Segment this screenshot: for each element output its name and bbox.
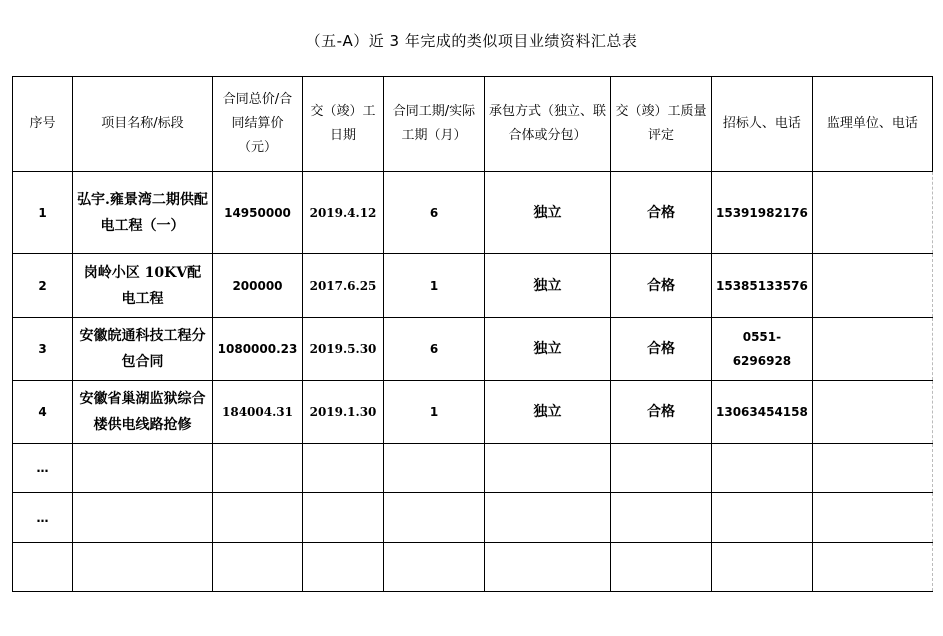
row-period [384,444,485,493]
row-period: 1 [384,254,485,318]
performance-summary-table [12,76,933,592]
row-project-name [73,543,213,592]
document-title: （五-A）近 3 年完成的类似项目业绩资料汇总表 [305,32,638,50]
row-index: 2 [13,254,73,318]
header-index: 序号 [13,77,73,172]
row-date [303,543,384,592]
row-price: 1080000.23 [213,318,303,381]
row-quality [611,543,712,592]
row-price [213,543,303,592]
row-price: 184004.31 [213,381,303,444]
row-index: … [13,444,73,493]
row-price [213,493,303,543]
header-contract-price: 合同总价/合同结算价（元） [213,77,303,172]
row-period: 6 [384,172,485,254]
row-index: 4 [13,381,73,444]
row-project-name: 岗岭小区 10KV配电工程 [73,254,213,318]
row-tender [712,444,813,493]
row-project-name [73,493,213,543]
row-mode: 独立 [485,172,611,254]
row-supervisor [812,172,932,254]
row-index: … [13,493,73,543]
row-supervisor [812,493,932,543]
table-row [13,381,933,444]
row-period: 6 [384,318,485,381]
row-project-name: 安徽省巢湖监狱综合楼供电线路抢修 [73,381,213,444]
row-price: 200000 [213,254,303,318]
row-quality: 合格 [611,172,712,254]
header-supervisor-phone: 监理单位、电话 [812,77,932,172]
row-quality [611,444,712,493]
row-date [303,493,384,543]
row-tender: 15385133576 [712,254,813,318]
row-mode: 独立 [485,318,611,381]
row-period: 1 [384,381,485,444]
row-supervisor [812,318,932,381]
row-period [384,493,485,543]
header-contract-period: 合同工期/实际工期（月） [384,77,485,172]
table-row [13,444,933,493]
row-project-name: 安徽皖通科技工程分包合同 [73,318,213,381]
row-mode [485,543,611,592]
header-quality: 交（竣）工质量评定 [611,77,712,172]
row-mode: 独立 [485,254,611,318]
row-tender [712,493,813,543]
row-supervisor [812,543,932,592]
row-project-name: 弘宇.雍景湾二期供配电工程（一） [73,172,213,254]
table-row [13,493,933,543]
row-quality: 合格 [611,318,712,381]
header-completion-date: 交（竣）工日期 [303,77,384,172]
row-tender: 15391982176 [712,172,813,254]
row-supervisor [812,444,932,493]
row-tender: 0551-6296928 [712,318,813,381]
row-index [13,543,73,592]
header-contract-mode: 承包方式（独立、联合体或分包） [485,77,611,172]
row-tender: 13063454158 [712,381,813,444]
table-row [13,543,933,592]
row-mode [485,444,611,493]
row-quality: 合格 [611,381,712,444]
row-supervisor [812,254,932,318]
table-row [13,254,933,318]
row-project-name [73,444,213,493]
row-price [213,444,303,493]
table-row [13,172,933,254]
header-tender-phone: 招标人、电话 [712,77,813,172]
row-price: 14950000 [213,172,303,254]
table-header-row [13,77,933,172]
row-date: 2019.4.12 [303,172,384,254]
row-supervisor [812,381,932,444]
row-quality [611,493,712,543]
row-period [384,543,485,592]
row-date: 2017.6.25 [303,254,384,318]
row-tender [712,543,813,592]
header-project-name: 项目名称/标段 [73,77,213,172]
row-index: 3 [13,318,73,381]
row-index: 1 [13,172,73,254]
row-date: 2019.5.30 [303,318,384,381]
row-date: 2019.1.30 [303,381,384,444]
row-mode: 独立 [485,381,611,444]
row-mode [485,493,611,543]
row-quality: 合格 [611,254,712,318]
row-date [303,444,384,493]
table-row [13,318,933,381]
